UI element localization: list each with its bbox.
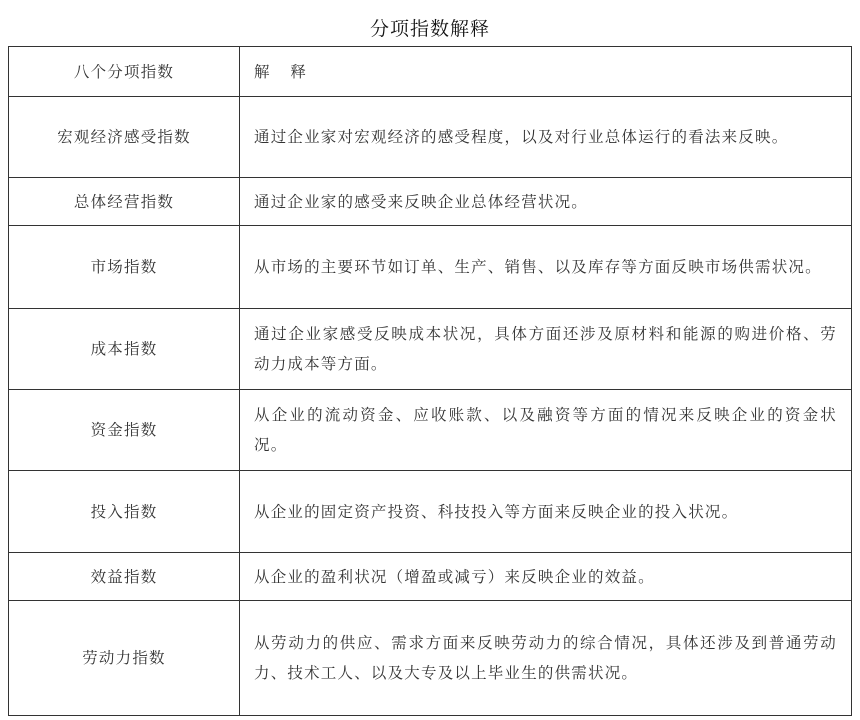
table-row bbox=[9, 309, 852, 390]
index-explanation-table bbox=[8, 46, 852, 716]
table-row bbox=[9, 178, 852, 226]
table-row bbox=[9, 226, 852, 309]
row-explanation: 从企业的流动资金、应收账款、以及融资等方面的情况来反映企业的资金状况。 bbox=[240, 390, 852, 471]
table-row bbox=[9, 97, 852, 178]
row-explanation: 通过企业家的感受来反映企业总体经营状况。 bbox=[240, 178, 852, 226]
row-index-name: 总体经营指数 bbox=[9, 178, 240, 226]
row-index-name: 劳动力指数 bbox=[9, 601, 240, 716]
row-index-name: 宏观经济感受指数 bbox=[9, 97, 240, 178]
row-explanation: 通过企业家感受反映成本状况，具体方面还涉及原材料和能源的购进价格、劳动力成本等方面。 bbox=[240, 309, 852, 390]
row-explanation: 通过企业家对宏观经济的感受程度，以及对行业总体运行的看法来反映。 bbox=[240, 97, 852, 178]
header-explanation: 解 释 bbox=[240, 47, 852, 97]
header-index-name: 八个分项指数 bbox=[9, 47, 240, 97]
row-index-name: 市场指数 bbox=[9, 226, 240, 309]
row-explanation: 从劳动力的供应、需求方面来反映劳动力的综合情况，具体还涉及到普通劳动力、技术工人、以及大专及以上毕业生的供需状况。 bbox=[240, 601, 852, 716]
row-index-name: 效益指数 bbox=[9, 553, 240, 601]
table-row bbox=[9, 601, 852, 716]
table-header-row bbox=[9, 47, 852, 97]
row-explanation: 从企业的盈利状况（增盈或减亏）来反映企业的效益。 bbox=[240, 553, 852, 601]
table-row bbox=[9, 471, 852, 553]
row-explanation: 从企业的固定资产投资、科技投入等方面来反映企业的投入状况。 bbox=[240, 471, 852, 553]
table-row bbox=[9, 553, 852, 601]
row-index-name: 成本指数 bbox=[9, 309, 240, 390]
table-row bbox=[9, 390, 852, 471]
table-title: 分项指数解释 bbox=[369, 18, 490, 40]
row-explanation: 从市场的主要环节如订单、生产、销售、以及库存等方面反映市场供需状况。 bbox=[240, 226, 852, 309]
row-index-name: 资金指数 bbox=[9, 390, 240, 471]
row-index-name: 投入指数 bbox=[9, 471, 240, 553]
